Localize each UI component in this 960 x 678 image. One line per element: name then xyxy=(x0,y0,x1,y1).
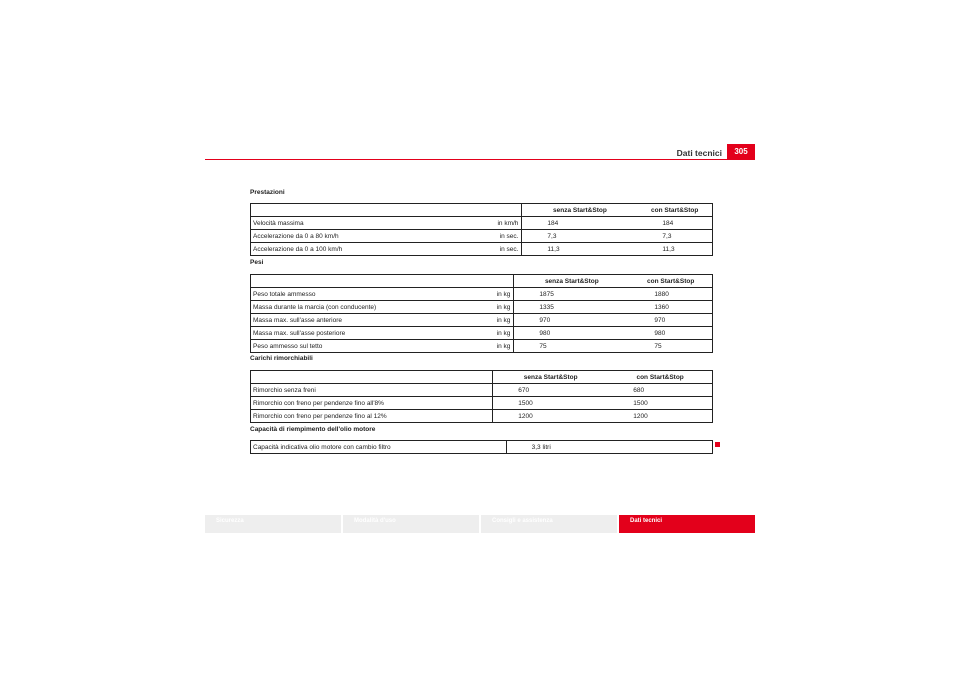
value-senza: 1200 xyxy=(493,410,607,423)
section-title-olio: Capacità di riempimento dell'olio motore xyxy=(250,426,376,433)
table-row xyxy=(251,301,713,314)
row-label: Rimorchio con freno per pendenze fino al 12% xyxy=(251,410,482,423)
column-header-senza: senza Start&Stop xyxy=(514,275,628,288)
page-number-badge: 305 xyxy=(727,144,755,159)
column-header-senza: senza Start&Stop xyxy=(522,204,636,217)
header-rule xyxy=(205,159,755,160)
row-unit: in kg xyxy=(481,301,514,314)
value-senza: 1875 xyxy=(514,288,628,301)
table-olio xyxy=(250,440,713,454)
row-label: Massa durante la marcia (con conducente) xyxy=(251,301,482,314)
row-unit: in kg xyxy=(481,314,514,327)
table-prestazioni xyxy=(250,203,713,256)
row-label: Rimorchio con freno per pendenze fino all'8% xyxy=(251,397,482,410)
row-label: Peso ammesso sul tetto xyxy=(251,340,482,353)
value-senza: 670 xyxy=(493,384,607,397)
value-senza: 970 xyxy=(514,314,628,327)
value-con: 184 xyxy=(635,217,712,230)
row-label: Accelerazione da 0 a 100 km/h xyxy=(251,243,482,256)
column-header-con: con Start&Stop xyxy=(627,275,712,288)
table-row xyxy=(251,243,713,256)
row-label: Rimorchio senza freni xyxy=(251,384,482,397)
footer-tab-sicurezza[interactable]: Sicurezza xyxy=(205,515,341,533)
table-pesi xyxy=(250,274,713,353)
row-label: Accelerazione da 0 a 80 km/h xyxy=(251,230,482,243)
value-con: 1880 xyxy=(627,288,712,301)
row-unit: in sec. xyxy=(481,230,522,243)
header-title: Dati tecnici xyxy=(676,148,722,158)
value-con: 75 xyxy=(627,340,712,353)
value-con: 7,3 xyxy=(635,230,712,243)
row-label: Massa max. sull'asse posteriore xyxy=(251,327,482,340)
row-unit: in kg xyxy=(481,340,514,353)
value-con: 1200 xyxy=(606,410,712,423)
row-unit: in kg xyxy=(481,327,514,340)
table-header-row xyxy=(251,371,713,384)
value-senza: 7,3 xyxy=(522,230,636,243)
row-label: Massa max. sull'asse anteriore xyxy=(251,314,482,327)
value-senza: 11,3 xyxy=(522,243,636,256)
value-con: 980 xyxy=(627,327,712,340)
table-header-row xyxy=(251,204,713,217)
row-label: Peso totale ammesso xyxy=(251,288,482,301)
row-unit: in km/h xyxy=(481,217,522,230)
end-of-section-marker xyxy=(715,442,720,447)
value-senza: 1500 xyxy=(493,397,607,410)
value-senza: 75 xyxy=(514,340,628,353)
footer-tab-consigli-assistenza[interactable]: Consigli e assistenza xyxy=(481,515,617,533)
table-row xyxy=(251,384,713,397)
table-header-row xyxy=(251,275,713,288)
section-title-pesi: Pesi xyxy=(250,259,264,266)
row-unit: in kg xyxy=(481,288,514,301)
section-title-carichi: Carichi rimorchiabili xyxy=(250,355,313,362)
value-senza: 184 xyxy=(522,217,636,230)
table-row xyxy=(251,217,713,230)
table-row xyxy=(251,327,713,340)
section-title-prestazioni: Prestazioni xyxy=(250,189,285,196)
row-unit: in sec. xyxy=(481,243,522,256)
table-row xyxy=(251,340,713,353)
column-header-senza: senza Start&Stop xyxy=(493,371,607,384)
value-con: 970 xyxy=(627,314,712,327)
table-row xyxy=(251,288,713,301)
table-row xyxy=(251,314,713,327)
value-con: 11,3 xyxy=(635,243,712,256)
table-row xyxy=(251,397,713,410)
column-header-con: con Start&Stop xyxy=(635,204,712,217)
value-con: 680 xyxy=(606,384,712,397)
value-con: 1360 xyxy=(627,301,712,314)
value-capacity: 3,3 litri xyxy=(506,441,712,454)
footer-tab-modalita-uso[interactable]: Modalità d'uso xyxy=(343,515,479,533)
column-header-con: con Start&Stop xyxy=(606,371,712,384)
table-row xyxy=(251,230,713,243)
table-row xyxy=(251,410,713,423)
value-con: 1500 xyxy=(606,397,712,410)
table-row xyxy=(251,441,713,454)
table-carichi xyxy=(250,370,713,423)
footer-tab-dati-tecnici[interactable]: Dati tecnici xyxy=(619,515,755,533)
value-senza: 1335 xyxy=(514,301,628,314)
value-senza: 980 xyxy=(514,327,628,340)
row-label: Velocità massima xyxy=(251,217,482,230)
row-label: Capacità indicativa olio motore con cambio filtro xyxy=(251,441,482,454)
